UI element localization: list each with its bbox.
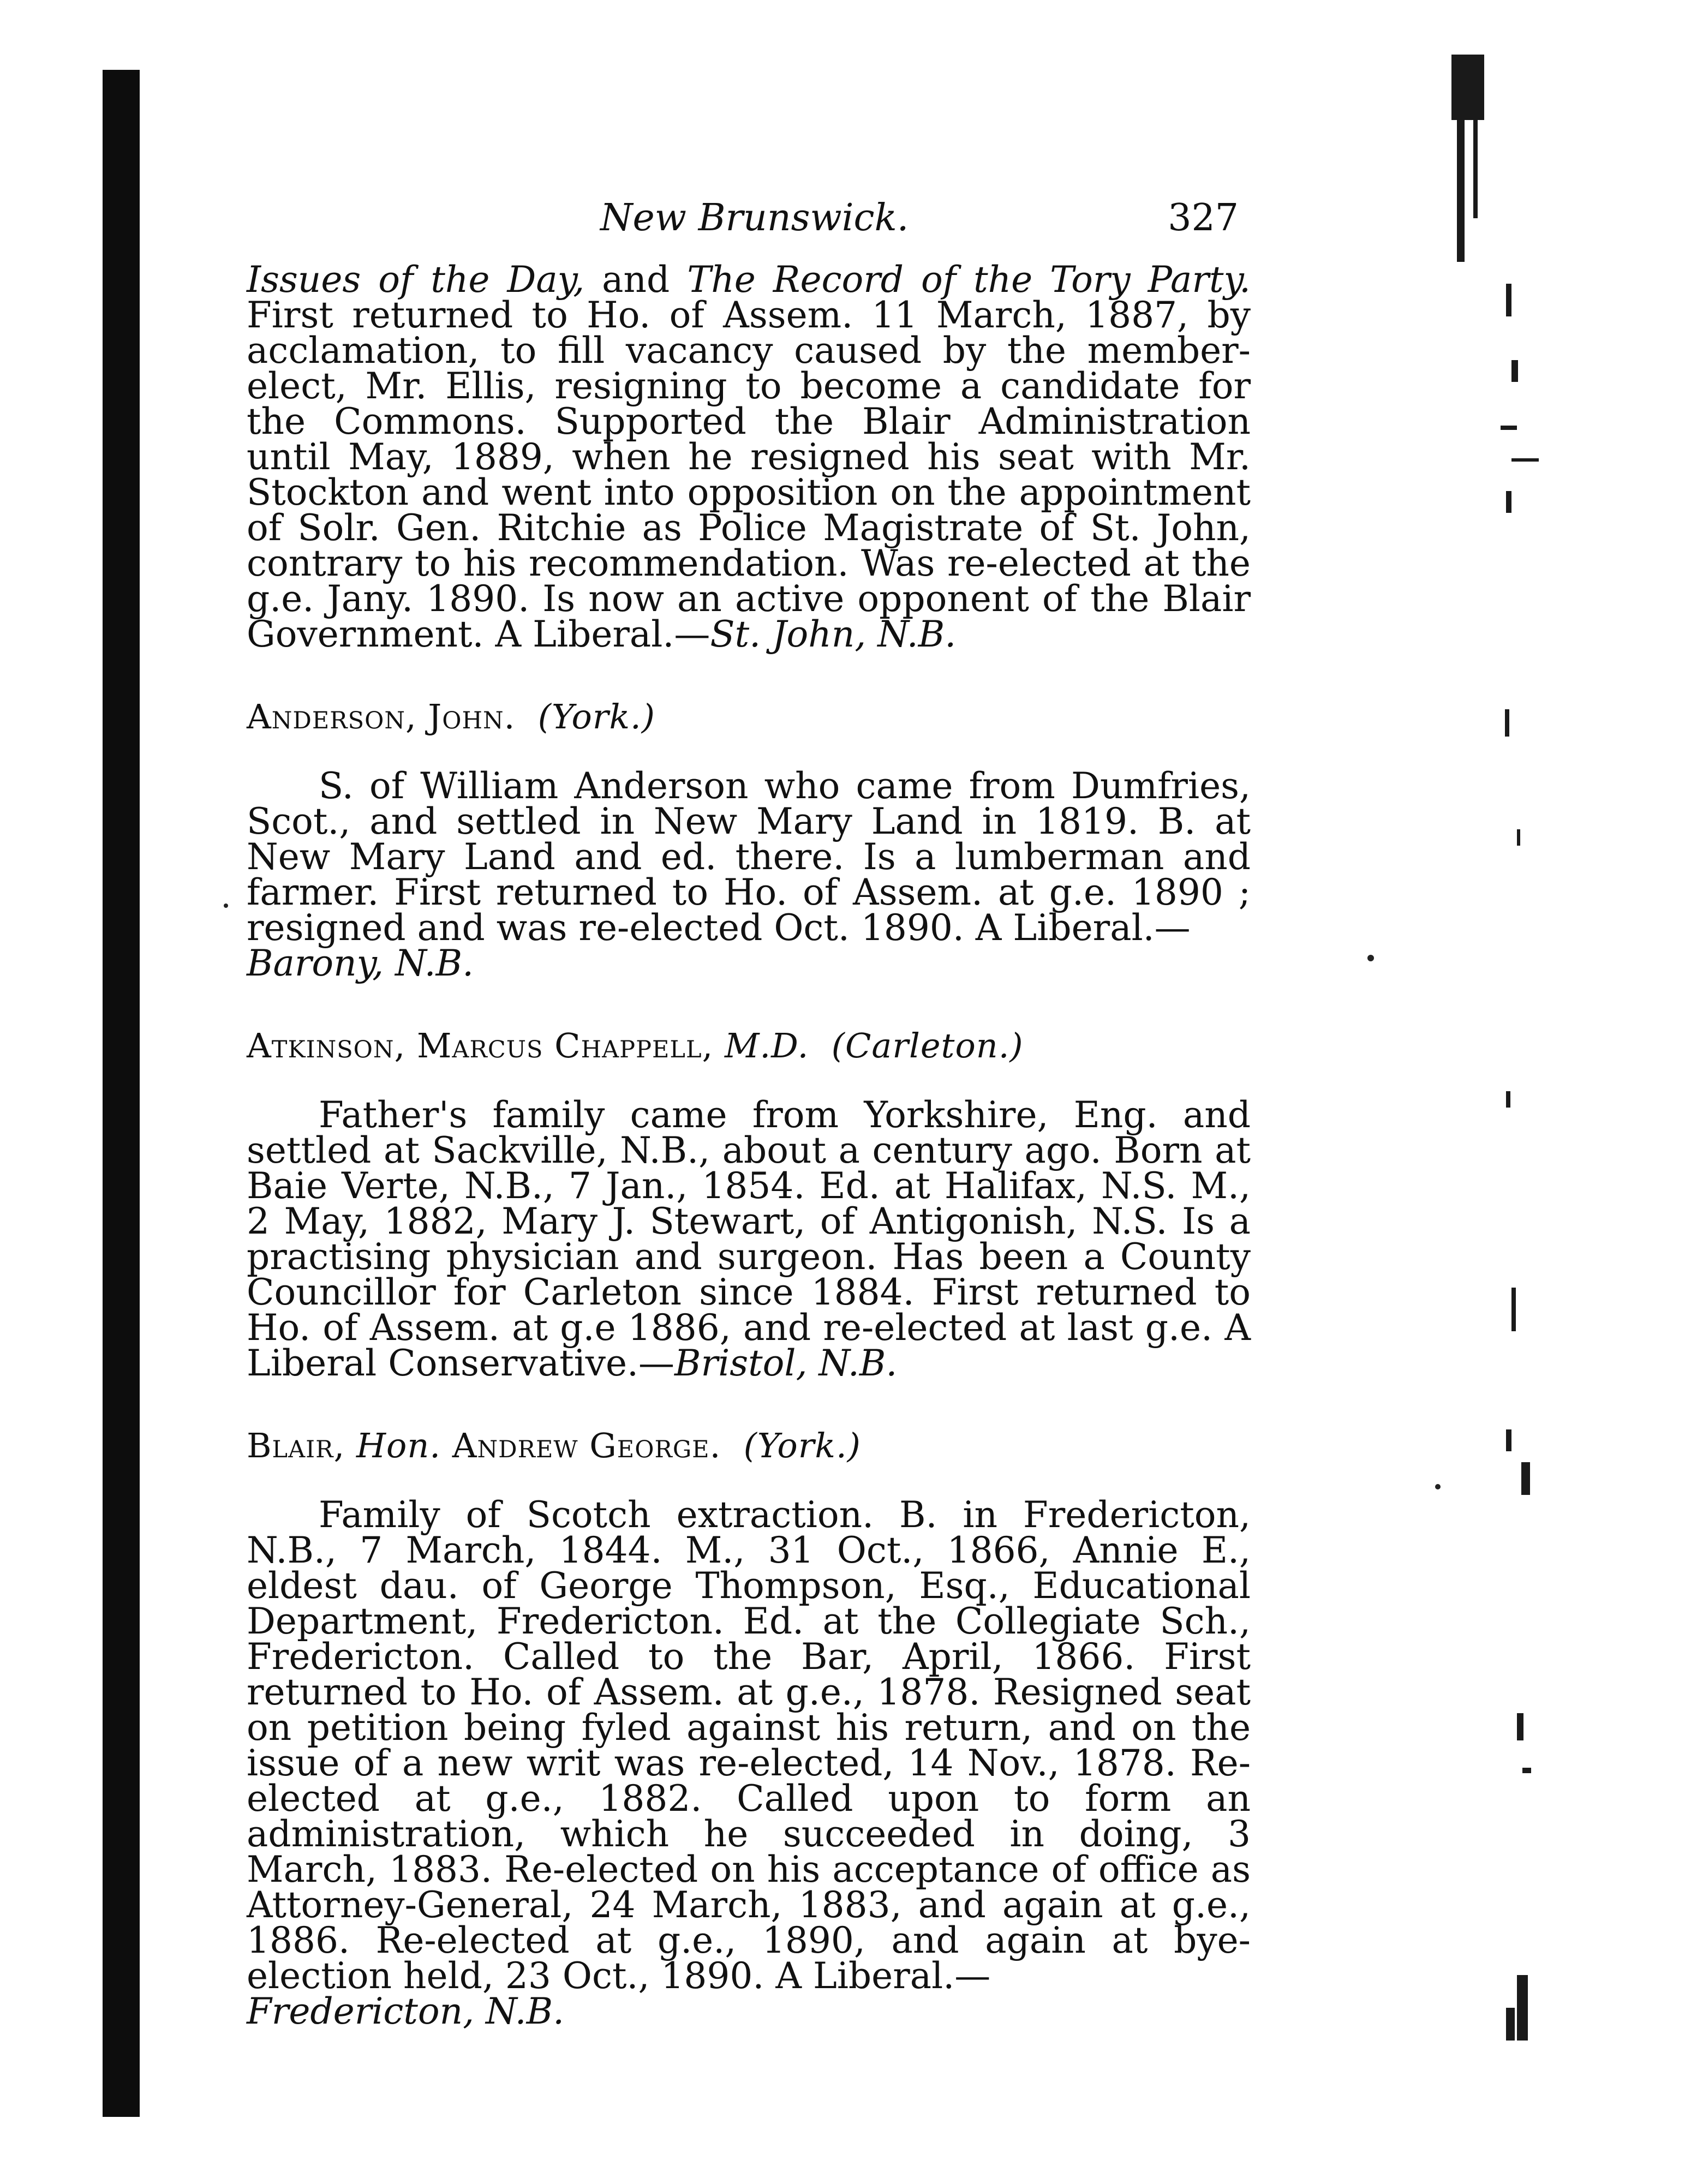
page-number: 327 (1168, 196, 1239, 240)
biography-entry (247, 1426, 1251, 2032)
entry-constituency: (York.) (537, 697, 655, 737)
biography-entry (247, 697, 1251, 984)
conjunction: and (584, 259, 688, 301)
book-title: Issues of the Day, (247, 259, 585, 301)
entry-constituency: (York.) (743, 1426, 861, 1465)
entry-place: Fredericton, N.B. (247, 1990, 565, 2032)
continued-entry (247, 259, 1251, 655)
entry-name: Anderson, John. (247, 697, 516, 737)
entry-name: Andrew George. (452, 1426, 721, 1465)
ink-speck (224, 903, 228, 908)
entry-body: Family of Scotch extraction. B. in Fredericton, N.B., 7 March, 1844. M., 31 Oct., 1866, Annie E., eldest dau. of George Thompson, Esq., Educational Department, Fredericton. Ed. at the Collegiate Sch., Fredericton. Called to the Bar, April, 1866. First returned to Ho. of Assem. at g.e., 1878. Resigned seat on petition being fyled against his return, and on the issue of a new writ was re-elected, 14 Nov., 1878. Re-elected at g.e., 1882. Called upon to form an administration, which he succeeded in doing, 3 March, 1883. Re-elected on his acceptance of office as Attorney-General, 24 March, 1883, and again at g.e., 1886. Re-elected at g.e., 1890, and again at bye-election held, 23 Oct., 1890. A Liberal.— (247, 1494, 1251, 1997)
entry-name-prefix: Blair, (247, 1426, 345, 1465)
entry-constituency: (Carleton.) (831, 1026, 1024, 1066)
entry-place: Barony, N.B. (247, 942, 474, 984)
scan-page-edge-artifact (1441, 55, 1539, 2041)
entry-heading (247, 1428, 1251, 1463)
entry-name: Atkinson, Marcus Chappell, (247, 1026, 714, 1066)
entry-paragraph (247, 1494, 1251, 2032)
entry-title: Hon. (356, 1426, 441, 1465)
entry-body: S. of William Anderson who came from Dumfries, Scot., and settled in New Mary Land in 1819. B. at New Mary Land and ed. there. Is a lumberman and farmer. First returned to Ho. of Assem. at g.e. 1890 ; resigned and was re-elected Oct. 1890. A Liberal.— (247, 765, 1251, 949)
entry-body: Father's family came from Yorkshire, Eng. and settled at Sackville, N.B., about a century ago. Born at Baie Verte, N.B., 7 Jan., 1854. Ed. at Halifax, N.S. M., 2 May, 1882, Mary J. Stewart, of Antigonish, N.S. Is a practising physician and surgeon. Has been a County Councillor for Carleton since 1884. First returned to Ho. of Assem. at g.e 1886, and re-elected at last g.e. A Liberal Conservative.— (247, 1094, 1251, 1384)
biography-entry (247, 1026, 1251, 1384)
running-head (251, 196, 1250, 246)
scan-edge-shadow (103, 70, 140, 2117)
entry-place: Bristol, N.B. (674, 1342, 898, 1384)
running-title: New Brunswick. (600, 196, 909, 240)
ink-speck (1367, 955, 1374, 961)
entry-paragraph (247, 765, 1251, 984)
ink-speck (1435, 1484, 1441, 1489)
entry-paragraph (247, 1094, 1251, 1384)
entry-heading (247, 1026, 1251, 1066)
entry-body: First returned to Ho. of Assem. 11 March, 1887, by acclamation, to fill vacancy caused by the member-elect, Mr. Ellis, resigning to become a candidate for the Commons. Supported the Blair Administration until May, 1889, when he resigned his seat with Mr. Stockton and went into opposition on the appointment of Solr. Gen. Ritchie as Police Magistrate of St. John, contrary to his recommendation. Was re-elected at the g.e. Jany. 1890. Is now an active opponent of the Blair Government. A Liberal.— (247, 294, 1251, 655)
entry-title: M.D. (724, 1026, 809, 1066)
entry-place: St. John, N.B. (710, 613, 957, 655)
page-body (247, 259, 1251, 2032)
entry-heading (247, 697, 1251, 737)
book-title: The Record of the Tory Party. (687, 259, 1251, 301)
